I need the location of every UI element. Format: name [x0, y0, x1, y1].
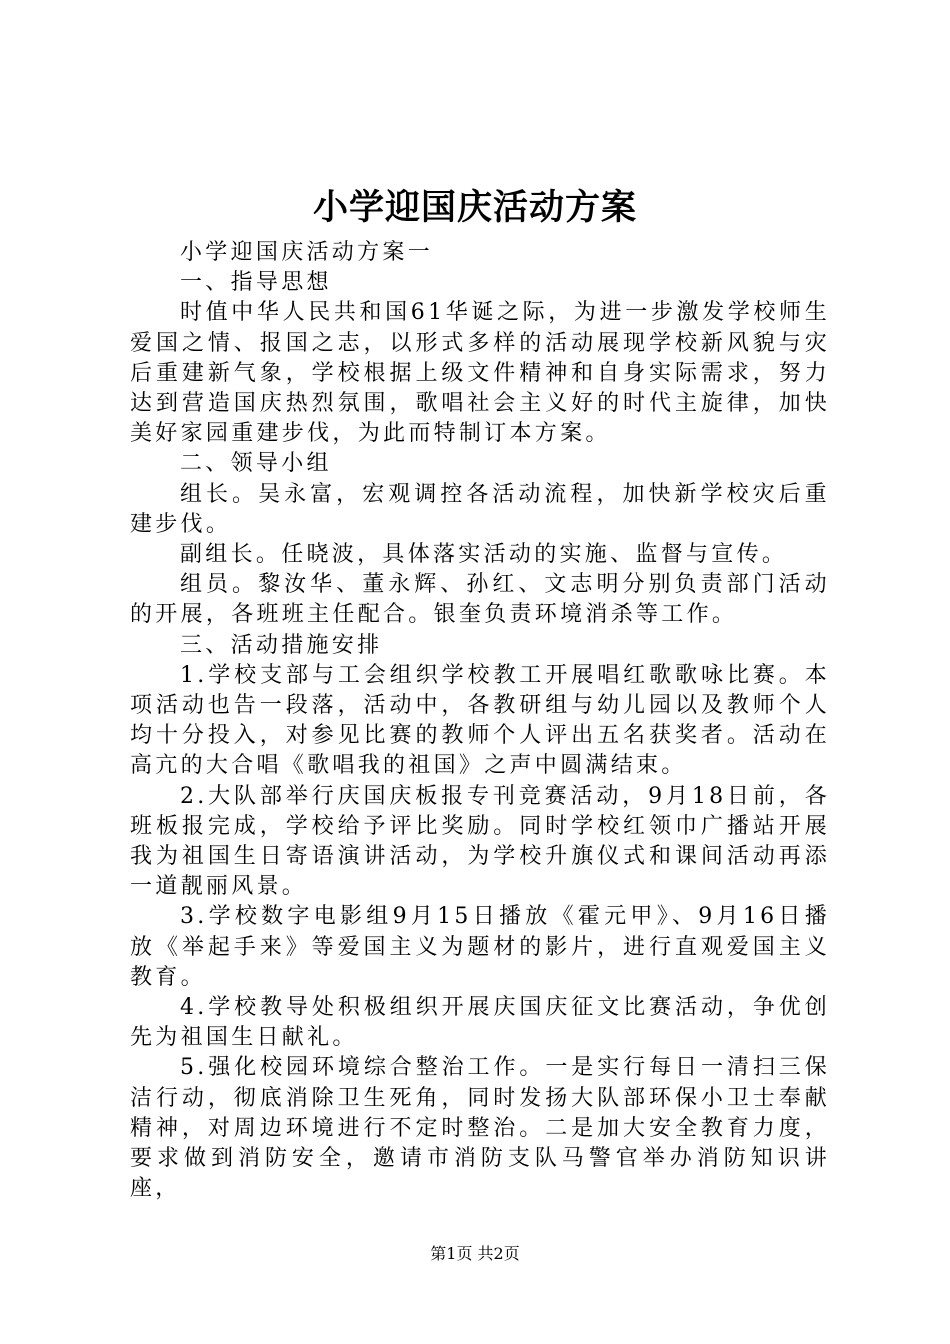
section-heading-leadership-group: 二、领导小组 [180, 451, 332, 477]
list-item: 3.学校数字电影组9月15日播放《霍元甲》、9月16日播放《举起手来》等爱国主义为题材的影片，进行直观爱国主义教育。 [130, 904, 830, 990]
list-item: 1.学校支部与工会组织学校教工开展唱红歌歌咏比赛。本项活动也告一段落，活动中，各教研组与幼儿园以及教师个人均十分投入，对参见比赛的教师个人评出五名获奖者。活动在高亢的大合唱《歌唱我的祖国》之声中圆满结束。 [130, 662, 830, 779]
list-item: 4.学校教导处积极组织开展庆国庆征文比赛活动，争优创先为祖国生日献礼。 [130, 995, 830, 1051]
paragraph: 组员。黎汝华、董永辉、孙红、文志明分别负责部门活动的开展，各班班主任配合。银奎负责环境消杀等工作。 [130, 572, 830, 628]
section-heading-guiding-ideology: 一、指导思想 [180, 270, 332, 296]
paragraph: 组长。吴永富，宏观调控各活动流程，加快新学校灾后重建步伐。 [130, 481, 830, 537]
paragraph-subtitle: 小学迎国庆活动方案一 [180, 240, 434, 265]
list-item: 5.强化校园环境综合整治工作。一是实行每日一清扫三保洁行动，彻底消除卫生死角，同时发扬大队部环保小卫士奉献精神，对周边环境进行不定时整治。二是加大安全教育力度，要求做到消防安全，邀请市消防支队马警官举办消防知识讲座， [130, 1055, 830, 1202]
document-title: 小学迎国庆活动方案 [312, 187, 637, 228]
section-heading-activity-measures: 三、活动措施安排 [180, 632, 383, 658]
page-number-footer: 第1页 共2页 [430, 1244, 520, 1263]
paragraph: 时值中华人民共和国61华诞之际，为进一步激发学校师生爱国之情、报国之志，以形式多样的活动展现学校新风貌与灾后重建新气象，学校根据上级文件精神和自身实际需求，努力达到营造国庆热烈氛围，歌唱社会主义好的时代主旋律，加快美好家园重建步伐，为此而特制订本方案。 [130, 300, 830, 447]
list-item: 2.大队部举行庆国庆板报专刊竞赛活动，9月18日前，各班板报完成，学校给予评比奖励。同时学校红领巾广播站开展我为祖国生日寄语演讲活动，为学校升旗仪式和课间活动再添一道靓丽风景。 [130, 783, 830, 900]
paragraph: 副组长。任晓波，具体落实活动的实施、监督与宣传。 [180, 542, 788, 568]
document-body [130, 238, 830, 1205]
